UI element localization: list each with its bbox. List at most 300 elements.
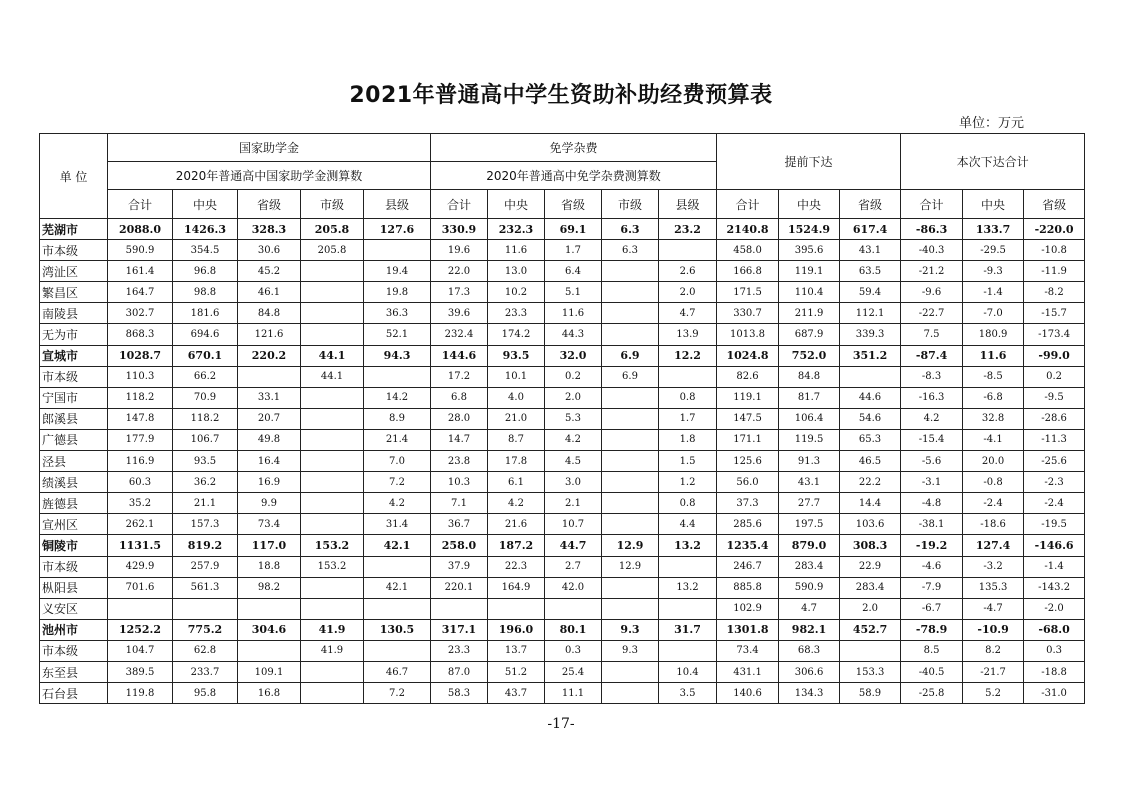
- table-cell: 11.6: [963, 345, 1024, 366]
- table-cell: 36.2: [173, 472, 238, 493]
- table-cell: 43.7: [488, 683, 545, 704]
- table-cell: 54.6: [840, 408, 901, 429]
- table-cell: 4.2: [545, 429, 602, 450]
- table-cell: 37.3: [717, 493, 779, 514]
- table-cell: [602, 451, 659, 472]
- table-row: [40, 324, 1085, 345]
- row-name: 东至县: [40, 661, 108, 682]
- unit-column-header: 单 位: [40, 134, 108, 219]
- table-cell: -8.2: [1024, 282, 1085, 303]
- table-cell: 701.6: [108, 577, 173, 598]
- table-row: [40, 451, 1085, 472]
- table-cell: [602, 598, 659, 619]
- table-cell: 12.9: [602, 556, 659, 577]
- table-row: [40, 303, 1085, 324]
- table-cell: 73.4: [238, 514, 301, 535]
- table-cell: 121.6: [238, 324, 301, 345]
- table-cell: [301, 303, 364, 324]
- table-row: [40, 640, 1085, 661]
- table-cell: 95.8: [173, 683, 238, 704]
- table-cell: 104.7: [108, 640, 173, 661]
- table-cell: 1131.5: [108, 535, 173, 556]
- table-cell: 140.6: [717, 683, 779, 704]
- row-name: 广德县: [40, 429, 108, 450]
- table-cell: 283.4: [840, 577, 901, 598]
- table-cell: 205.8: [301, 219, 364, 240]
- table-cell: 19.4: [364, 261, 431, 282]
- table-cell: 44.1: [301, 366, 364, 387]
- table-cell: 1024.8: [717, 345, 779, 366]
- table-cell: 2.0: [659, 282, 717, 303]
- table-cell: [301, 429, 364, 450]
- table-cell: [364, 366, 431, 387]
- table-row: [40, 556, 1085, 577]
- table-cell: 283.4: [779, 556, 840, 577]
- grant-group-header: 国家助学金: [108, 134, 431, 162]
- table-cell: 153.2: [301, 535, 364, 556]
- table-cell: 8.9: [364, 408, 431, 429]
- table-row: [40, 661, 1085, 682]
- table-cell: 982.1: [779, 619, 840, 640]
- table-cell: 11.6: [545, 303, 602, 324]
- table-cell: -7.9: [901, 577, 963, 598]
- table-row: [40, 514, 1085, 535]
- table-cell: 13.9: [659, 324, 717, 345]
- table-cell: 13.2: [659, 535, 717, 556]
- table-cell: 42.0: [545, 577, 602, 598]
- table-cell: 0.3: [545, 640, 602, 661]
- table-cell: 6.8: [431, 387, 488, 408]
- table-cell: 4.2: [364, 493, 431, 514]
- table-cell: 4.0: [488, 387, 545, 408]
- table-cell: 84.8: [238, 303, 301, 324]
- table-row: [40, 408, 1085, 429]
- table-cell: 330.7: [717, 303, 779, 324]
- table-cell: 84.8: [779, 366, 840, 387]
- table-cell: 166.8: [717, 261, 779, 282]
- table-cell: -25.8: [901, 683, 963, 704]
- table-cell: 52.1: [364, 324, 431, 345]
- table-cell: [301, 683, 364, 704]
- table-cell: 16.9: [238, 472, 301, 493]
- table-cell: 14.2: [364, 387, 431, 408]
- table-cell: 133.7: [963, 219, 1024, 240]
- table-cell: 39.6: [431, 303, 488, 324]
- row-name: 市本级: [40, 640, 108, 661]
- table-cell: 31.7: [659, 619, 717, 640]
- table-cell: 590.9: [779, 577, 840, 598]
- table-cell: 4.7: [779, 598, 840, 619]
- table-cell: 70.9: [173, 387, 238, 408]
- table-cell: [364, 640, 431, 661]
- table-cell: 1028.7: [108, 345, 173, 366]
- table-cell: 246.7: [717, 556, 779, 577]
- table-cell: 42.1: [364, 535, 431, 556]
- table-cell: 32.8: [963, 408, 1024, 429]
- table-cell: 153.2: [301, 556, 364, 577]
- table-cell: 330.9: [431, 219, 488, 240]
- table-cell: 58.9: [840, 683, 901, 704]
- table-cell: 2140.8: [717, 219, 779, 240]
- row-name: 绩溪县: [40, 472, 108, 493]
- table-cell: 885.8: [717, 577, 779, 598]
- table-cell: 308.3: [840, 535, 901, 556]
- table-cell: 41.9: [301, 640, 364, 661]
- table-cell: 8.2: [963, 640, 1024, 661]
- row-name: 市本级: [40, 240, 108, 261]
- table-row: [40, 387, 1085, 408]
- table-cell: -220.0: [1024, 219, 1085, 240]
- table-cell: 590.9: [108, 240, 173, 261]
- table-cell: 8.7: [488, 429, 545, 450]
- table-cell: 180.9: [963, 324, 1024, 345]
- table-cell: 33.1: [238, 387, 301, 408]
- table-cell: 670.1: [173, 345, 238, 366]
- table-cell: -16.3: [901, 387, 963, 408]
- table-cell: 17.8: [488, 451, 545, 472]
- table-cell: 27.7: [779, 493, 840, 514]
- table-cell: 18.8: [238, 556, 301, 577]
- table-cell: -28.6: [1024, 408, 1085, 429]
- table-cell: 102.9: [717, 598, 779, 619]
- table-cell: 2.6: [659, 261, 717, 282]
- table-cell: 12.2: [659, 345, 717, 366]
- table-cell: 687.9: [779, 324, 840, 345]
- header-row-groups: [40, 134, 1085, 162]
- table-cell: -40.5: [901, 661, 963, 682]
- table-cell: 69.1: [545, 219, 602, 240]
- table-cell: 109.1: [238, 661, 301, 682]
- table-cell: 395.6: [779, 240, 840, 261]
- table-cell: -25.6: [1024, 451, 1085, 472]
- table-cell: [364, 598, 431, 619]
- row-name: 池州市: [40, 619, 108, 640]
- table-cell: 13.2: [659, 577, 717, 598]
- table-cell: [602, 514, 659, 535]
- table-cell: 1252.2: [108, 619, 173, 640]
- row-name: 旌德县: [40, 493, 108, 514]
- table-cell: 23.8: [431, 451, 488, 472]
- table-cell: -18.8: [1024, 661, 1085, 682]
- table-cell: 317.1: [431, 619, 488, 640]
- table-cell: 233.7: [173, 661, 238, 682]
- table-cell: 37.9: [431, 556, 488, 577]
- table-cell: 82.6: [717, 366, 779, 387]
- table-cell: 17.3: [431, 282, 488, 303]
- table-cell: -4.6: [901, 556, 963, 577]
- table-row: [40, 493, 1085, 514]
- table-cell: [602, 261, 659, 282]
- table-cell: 879.0: [779, 535, 840, 556]
- table-cell: 9.3: [602, 640, 659, 661]
- table-cell: 10.2: [488, 282, 545, 303]
- table-cell: 94.3: [364, 345, 431, 366]
- table-cell: 35.2: [108, 493, 173, 514]
- table-cell: 389.5: [108, 661, 173, 682]
- table-cell: 36.7: [431, 514, 488, 535]
- table-cell: 2.0: [545, 387, 602, 408]
- row-name: 铜陵市: [40, 535, 108, 556]
- table-cell: 458.0: [717, 240, 779, 261]
- table-cell: -18.6: [963, 514, 1024, 535]
- table-cell: -1.4: [963, 282, 1024, 303]
- table-cell: [659, 598, 717, 619]
- table-cell: 20.0: [963, 451, 1024, 472]
- table-cell: 232.4: [431, 324, 488, 345]
- table-cell: -146.6: [1024, 535, 1085, 556]
- table-cell: 12.9: [602, 535, 659, 556]
- table-cell: 1.5: [659, 451, 717, 472]
- table-cell: 10.4: [659, 661, 717, 682]
- table-cell: 25.4: [545, 661, 602, 682]
- table-cell: -11.9: [1024, 261, 1085, 282]
- row-name: 石台县: [40, 683, 108, 704]
- table-cell: [659, 366, 717, 387]
- table-cell: [488, 598, 545, 619]
- table-cell: -9.5: [1024, 387, 1085, 408]
- table-cell: 110.4: [779, 282, 840, 303]
- table-cell: 351.2: [840, 345, 901, 366]
- table-cell: 304.6: [238, 619, 301, 640]
- table-cell: 43.1: [840, 240, 901, 261]
- row-name: 郎溪县: [40, 408, 108, 429]
- grant-subgroup-header: 2020年普通高中国家助学金测算数: [108, 162, 431, 190]
- table-cell: 43.1: [779, 472, 840, 493]
- col-header: 县级: [659, 190, 717, 219]
- table-cell: 431.1: [717, 661, 779, 682]
- table-cell: 257.9: [173, 556, 238, 577]
- table-cell: 19.6: [431, 240, 488, 261]
- table-cell: 63.5: [840, 261, 901, 282]
- table-cell: 147.5: [717, 408, 779, 429]
- table-cell: 125.6: [717, 451, 779, 472]
- header-row-columns: [40, 190, 1085, 219]
- table-cell: 110.3: [108, 366, 173, 387]
- col-header: 中央: [488, 190, 545, 219]
- table-cell: [602, 661, 659, 682]
- table-cell: 157.3: [173, 514, 238, 535]
- table-cell: -3.2: [963, 556, 1024, 577]
- table-cell: 1301.8: [717, 619, 779, 640]
- table-cell: [840, 366, 901, 387]
- table-cell: 306.6: [779, 661, 840, 682]
- table-cell: [301, 451, 364, 472]
- row-name: 枞阳县: [40, 577, 108, 598]
- table-row: [40, 240, 1085, 261]
- table-cell: -86.3: [901, 219, 963, 240]
- page-title: 2021年普通高中学生资助补助经费预算表: [349, 83, 773, 108]
- table-cell: 6.4: [545, 261, 602, 282]
- table-cell: 11.1: [545, 683, 602, 704]
- table-cell: 2.1: [545, 493, 602, 514]
- table-cell: 10.7: [545, 514, 602, 535]
- table-cell: 119.1: [779, 261, 840, 282]
- table-cell: [602, 282, 659, 303]
- table-cell: [301, 514, 364, 535]
- table-cell: 2088.0: [108, 219, 173, 240]
- table-cell: 21.4: [364, 429, 431, 450]
- table-cell: [301, 387, 364, 408]
- table-cell: 1.8: [659, 429, 717, 450]
- table-cell: 13.7: [488, 640, 545, 661]
- table-cell: [602, 387, 659, 408]
- col-header: 中央: [173, 190, 238, 219]
- table-row: [40, 429, 1085, 450]
- table-cell: 1.2: [659, 472, 717, 493]
- col-header: 县级: [364, 190, 431, 219]
- table-cell: 0.8: [659, 387, 717, 408]
- table-cell: 429.9: [108, 556, 173, 577]
- table-cell: [108, 598, 173, 619]
- table-cell: 4.2: [488, 493, 545, 514]
- table-cell: -8.3: [901, 366, 963, 387]
- table-cell: -6.7: [901, 598, 963, 619]
- table-cell: 144.6: [431, 345, 488, 366]
- table-row: [40, 577, 1085, 598]
- row-name: 市本级: [40, 366, 108, 387]
- table-cell: 44.3: [545, 324, 602, 345]
- table-cell: 106.4: [779, 408, 840, 429]
- table-row-city: [40, 345, 1085, 366]
- table-cell: [602, 408, 659, 429]
- table-cell: [602, 324, 659, 345]
- table-cell: 258.0: [431, 535, 488, 556]
- table-cell: [602, 493, 659, 514]
- table-cell: 3.0: [545, 472, 602, 493]
- table-cell: 205.8: [301, 240, 364, 261]
- row-name: 义安区: [40, 598, 108, 619]
- table-row: [40, 683, 1085, 704]
- table-cell: 4.7: [659, 303, 717, 324]
- table-cell: 106.7: [173, 429, 238, 450]
- table-cell: 46.1: [238, 282, 301, 303]
- table-row: [40, 282, 1085, 303]
- table-cell: -2.4: [1024, 493, 1085, 514]
- table-cell: 6.1: [488, 472, 545, 493]
- table-row: [40, 366, 1085, 387]
- table-cell: -4.8: [901, 493, 963, 514]
- table-cell: 1235.4: [717, 535, 779, 556]
- table-cell: [431, 598, 488, 619]
- table-cell: 868.3: [108, 324, 173, 345]
- table-row: [40, 598, 1085, 619]
- table-cell: 119.1: [717, 387, 779, 408]
- table-cell: 7.2: [364, 472, 431, 493]
- table-cell: [173, 598, 238, 619]
- table-cell: -5.6: [901, 451, 963, 472]
- table-cell: 22.9: [840, 556, 901, 577]
- table-cell: 5.1: [545, 282, 602, 303]
- col-header: 合计: [108, 190, 173, 219]
- table-cell: [301, 493, 364, 514]
- table-cell: 21.1: [173, 493, 238, 514]
- table-cell: 561.3: [173, 577, 238, 598]
- table-cell: 87.0: [431, 661, 488, 682]
- table-cell: 354.5: [173, 240, 238, 261]
- table-cell: -29.5: [963, 240, 1024, 261]
- table-cell: [301, 408, 364, 429]
- table-cell: 118.2: [108, 387, 173, 408]
- table-cell: 81.7: [779, 387, 840, 408]
- table-cell: 36.3: [364, 303, 431, 324]
- table-cell: -2.3: [1024, 472, 1085, 493]
- table-cell: -19.2: [901, 535, 963, 556]
- table-cell: 232.3: [488, 219, 545, 240]
- table-cell: [602, 303, 659, 324]
- col-header: 中央: [963, 190, 1024, 219]
- table-cell: 164.7: [108, 282, 173, 303]
- table-cell: 4.5: [545, 451, 602, 472]
- table-cell: 17.2: [431, 366, 488, 387]
- table-row-city: [40, 619, 1085, 640]
- table-cell: 694.6: [173, 324, 238, 345]
- table-cell: 4.4: [659, 514, 717, 535]
- table-cell: 452.7: [840, 619, 901, 640]
- table-cell: 21.6: [488, 514, 545, 535]
- table-cell: [301, 324, 364, 345]
- col-header: 中央: [779, 190, 840, 219]
- table-cell: -99.0: [1024, 345, 1085, 366]
- table-cell: 6.9: [602, 366, 659, 387]
- table-cell: 22.0: [431, 261, 488, 282]
- table-row-city: [40, 219, 1085, 240]
- table-row: [40, 261, 1085, 282]
- table-cell: 14.7: [431, 429, 488, 450]
- table-cell: 7.2: [364, 683, 431, 704]
- table-cell: 1.7: [545, 240, 602, 261]
- table-cell: 819.2: [173, 535, 238, 556]
- table-cell: 13.0: [488, 261, 545, 282]
- table-cell: 96.8: [173, 261, 238, 282]
- table-cell: [602, 577, 659, 598]
- table-cell: -143.2: [1024, 577, 1085, 598]
- table-cell: 44.1: [301, 345, 364, 366]
- table-cell: [602, 683, 659, 704]
- table-cell: 220.2: [238, 345, 301, 366]
- table-cell: 10.1: [488, 366, 545, 387]
- table-cell: -2.0: [1024, 598, 1085, 619]
- table-cell: 220.1: [431, 577, 488, 598]
- table-cell: -4.7: [963, 598, 1024, 619]
- table-cell: [602, 472, 659, 493]
- table-cell: 328.3: [238, 219, 301, 240]
- table-cell: 171.5: [717, 282, 779, 303]
- table-cell: 46.5: [840, 451, 901, 472]
- table-cell: [301, 598, 364, 619]
- table-cell: 127.6: [364, 219, 431, 240]
- table-cell: -9.3: [963, 261, 1024, 282]
- table-cell: -9.6: [901, 282, 963, 303]
- table-cell: 197.5: [779, 514, 840, 535]
- table-cell: -15.4: [901, 429, 963, 450]
- table-cell: 30.6: [238, 240, 301, 261]
- table-cell: 164.9: [488, 577, 545, 598]
- table-cell: 177.9: [108, 429, 173, 450]
- table-cell: [840, 640, 901, 661]
- table-cell: -1.4: [1024, 556, 1085, 577]
- table-cell: 6.3: [602, 240, 659, 261]
- table-cell: 6.3: [602, 219, 659, 240]
- table-cell: 49.8: [238, 429, 301, 450]
- table-cell: -22.7: [901, 303, 963, 324]
- col-header: 合计: [717, 190, 779, 219]
- table-cell: 2.7: [545, 556, 602, 577]
- table-cell: 20.7: [238, 408, 301, 429]
- col-header: 省级: [840, 190, 901, 219]
- table-cell: [659, 640, 717, 661]
- table-cell: 0.8: [659, 493, 717, 514]
- row-name: 南陵县: [40, 303, 108, 324]
